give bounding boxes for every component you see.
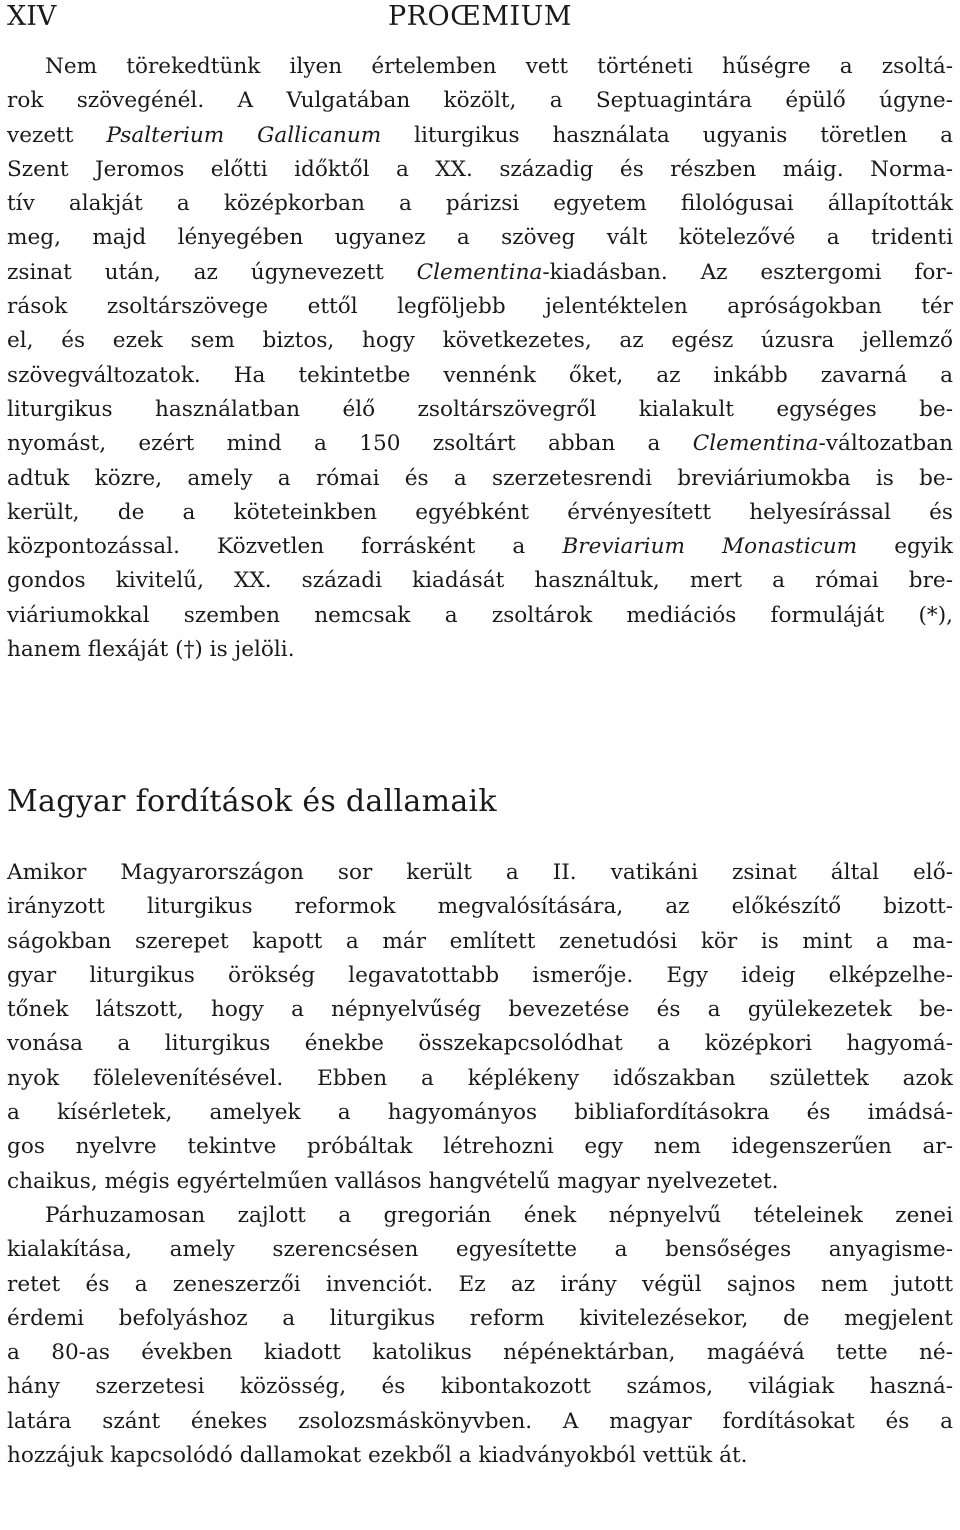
text-line: viáriumokkal szemben nemcsak a zsoltárok mediációs formuláját (*), [7,602,953,628]
paragraph [7,1199,953,1473]
text-line: hány szerzetesi közösség, és kibontakozott számos, világiak haszná- [7,1374,953,1400]
translations-section [7,856,953,1473]
text-line: kialakítása, amely szerencsésen egyesítette a bensőséges anyagisme- [7,1237,953,1263]
text-line: hanem flexáját (†) is jelöli. [7,637,295,663]
text-run: vezett [7,122,107,148]
text-run: -változatban [818,431,953,457]
text-line: irányzott liturgikus reformok megvalósítására, az előkészítő bizott- [7,894,953,920]
text-line [7,256,953,290]
text-run: központozással. Közvetlen forrásként a [7,534,563,560]
chapter-title: PROŒMIUM [388,1,573,32]
text-line: meg, majd lényegében ugyanez a szöveg vált kötelezővé a tridenti [7,225,953,251]
text-line: Párhuzamosan zajlott a gregorián ének népnyelvű tételeinek zenei [45,1202,953,1228]
text-line: érdemi befolyáshoz a liturgikus reform kivitelezésekor, de megjelent [7,1305,953,1331]
italic-title: Breviarium Monasticum [562,534,858,560]
text-line: gyar liturgikus örökség legavatottabb ismerője. Egy ideig elképzelhe- [7,962,953,988]
italic-title: Clementina [692,431,819,457]
text-line: liturgikus használatban élő zsoltárszövegről kialakult egységes be- [7,396,953,422]
text-line: a 80-as években kiadott katolikus népénektárban, magáévá tette né- [7,1340,953,1366]
text-line [7,427,953,461]
text-line: ságokban szerepet kapott a már említett zenetudósi kör is mint a ma- [7,928,953,954]
section-heading: Magyar fordítások és dallamaik [7,784,497,819]
page-number: XIV [7,1,57,32]
text-line: gondos kivitelű, XX. századi kiadását használtuk, mert a római bre- [7,568,953,594]
text-line: retet és a zeneszerzői invenciót. Ez az irány végül sajnos nem jutott [7,1271,953,1297]
italic-title: Psalterium Gallicanum [106,122,382,148]
text-run: -kiadásban. Az esztergomi for- [542,259,953,285]
text-run: nyomást, ezért mind a 150 zsoltárt abban a [7,431,693,457]
text-line: rok szövegénél. A Vulgatában közölt, a Septuagintára épülő úgyne- [7,88,953,114]
text-line: gos nyelvre tekintve próbáltak létrehozni egy nem idegenszerűen ar- [7,1134,953,1160]
text-line: latára szánt énekes zsolozsmáskönyvben. A magyar fordításokat és a [7,1408,953,1434]
text-run: liturgikus használata ugyanis töretlen a [381,122,953,148]
running-head [7,0,953,34]
text-line: tőnek látszott, hogy a népnyelvűség bevezetése és a gyülekezetek be- [7,997,953,1023]
text-line: hozzájuk kapcsolódó dallamokat ezekből a kiadványokból vettük át. [7,1443,748,1469]
paragraph [7,856,953,1199]
text-line: Szent Jeromos előtti időktől a XX. századig és részben máig. Norma- [7,156,953,182]
text-run: egyik [857,534,953,560]
text-line: került, de a köteteinkben egyébként érvényesített helyesírással és [7,499,953,525]
intro-paragraph [7,50,953,667]
text-line: Amikor Magyarországon sor került a II. vatikáni zsinat által elő- [7,860,953,885]
text-line [7,119,953,153]
text-line [7,530,953,564]
text-line: a kísérletek, amelyek a hagyományos bibliafordításokra és imádsá- [7,1100,953,1126]
text-line: adtuk közre, amely a római és a szerzetesrendi breviáriumokba is be- [7,465,953,491]
text-line: rások zsoltárszövege ettől legföljebb jelentéktelen apróságokban tér [7,294,953,320]
book-page [7,0,953,1469]
text-line: vonása a liturgikus énekbe összekapcsolódhat a középkori hagyomá- [7,1031,953,1057]
text-line: chaikus, mégis egyértelműen vallásos hangvételű magyar nyelvezetet. [7,1168,779,1194]
italic-title: Clementina [416,259,543,285]
text-line: tív alakját a középkorban a párizsi egyetem filológusai állapították [7,191,953,217]
text-line: Nem törekedtünk ilyen értelemben vett történeti hűségre a zsoltá- [45,54,953,79]
text-line: szövegváltozatok. Ha tekintetbe vennénk őket, az inkább zavarná a [7,362,953,388]
text-run: zsinat után, az úgynevezett [7,259,417,285]
text-line: nyok fölelevenítésével. Ebben a képlékeny időszakban születtek azok [7,1065,953,1091]
text-line: el, és ezek sem biztos, hogy következetes, az egész úzusra jellemző [7,328,953,354]
